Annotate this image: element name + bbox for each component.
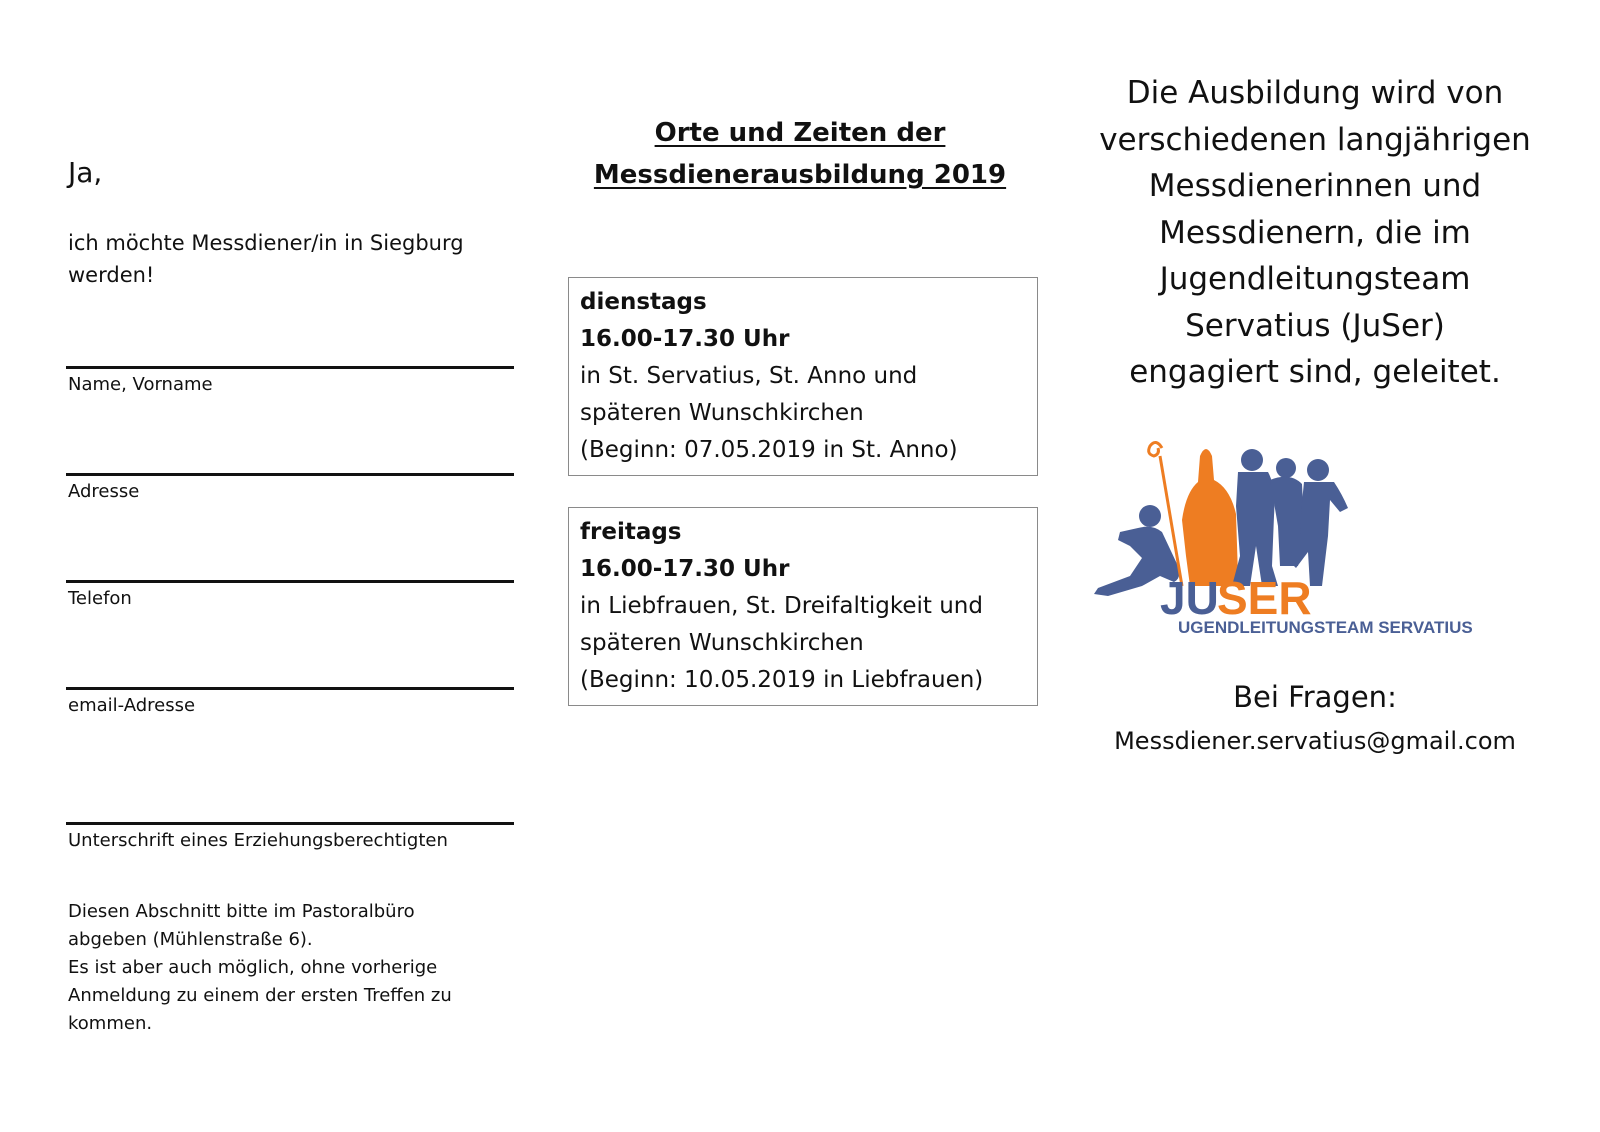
session-time: 16.00-17.30 Uhr bbox=[580, 326, 790, 352]
address-field[interactable] bbox=[66, 473, 514, 502]
info-line: Die Ausbildung wird von bbox=[1126, 75, 1504, 111]
field-label: Adresse bbox=[68, 481, 140, 502]
session-places: späteren Wunschkirchen bbox=[580, 630, 864, 656]
info-line: engagiert sind, geleitet. bbox=[1129, 354, 1501, 390]
signature-line bbox=[66, 473, 514, 476]
email-field[interactable] bbox=[66, 687, 514, 716]
session-box-tuesday bbox=[568, 277, 1038, 476]
signature-line bbox=[66, 366, 514, 369]
phone-field[interactable] bbox=[66, 580, 514, 609]
guardian-signature-field[interactable] bbox=[66, 822, 514, 851]
svg-text:UGENDLEITUNGSTEAM SERVATIUS: UGENDLEITUNGSTEAM SERVATIUS bbox=[1178, 618, 1473, 637]
schedule-title bbox=[560, 112, 1040, 196]
session-start: (Beginn: 07.05.2019 in St. Anno) bbox=[580, 437, 958, 463]
note-line: kommen. bbox=[68, 1013, 153, 1034]
note-line: Diesen Abschnitt bitte im Pastoralbüro bbox=[68, 901, 415, 922]
session-day: dienstags bbox=[580, 289, 707, 315]
title-line: Messdienerausbildung 2019 bbox=[593, 160, 1007, 190]
info-line: Messdienerinnen und bbox=[1148, 168, 1482, 204]
title-line: Orte und Zeiten der bbox=[654, 118, 946, 148]
info-line: verschiedenen langjährigen bbox=[1099, 121, 1531, 158]
session-places: in Liebfrauen, St. Dreifaltigkeit und bbox=[580, 593, 983, 619]
field-label: email-Adresse bbox=[68, 695, 196, 716]
info-line: Jugendleitungsteam bbox=[1159, 261, 1471, 297]
signature-line bbox=[66, 822, 514, 825]
note-line: Es ist aber auch möglich, ohne vorherige bbox=[68, 957, 438, 978]
session-places: in St. Servatius, St. Anno und bbox=[580, 363, 918, 389]
intro-text: ich möchte Messdiener/in in Siegburg werden! bbox=[68, 231, 464, 287]
note-line: Anmeldung zu einem der ersten Treffen zu bbox=[68, 985, 452, 1006]
field-label: Unterschrift eines Erziehungsberechtigten bbox=[68, 830, 448, 851]
session-box-friday bbox=[568, 507, 1038, 706]
info-line: Servatius (JuSer) bbox=[1185, 307, 1445, 344]
info-text bbox=[1080, 70, 1550, 396]
contact-email-link[interactable]: Messdiener.servatius@gmail.com bbox=[1114, 727, 1516, 755]
svg-text:JU: JU bbox=[1160, 572, 1219, 624]
svg-text:SER: SER bbox=[1217, 572, 1312, 624]
juser-silhouettes-icon bbox=[1090, 436, 1550, 651]
signature-line bbox=[66, 687, 514, 690]
greeting: Ja, bbox=[68, 156, 103, 189]
signature-line bbox=[66, 580, 514, 583]
contact-heading: Bei Fragen: bbox=[1233, 680, 1397, 714]
field-label: Telefon bbox=[68, 588, 132, 609]
session-day: freitags bbox=[580, 519, 682, 545]
name-field[interactable] bbox=[66, 366, 514, 395]
info-line: Messdienern, die im bbox=[1159, 214, 1471, 251]
submission-note bbox=[68, 898, 538, 1038]
session-start: (Beginn: 10.05.2019 in Liebfrauen) bbox=[580, 667, 984, 693]
juser-logo bbox=[1090, 436, 1550, 651]
session-places: späteren Wunschkirchen bbox=[580, 400, 864, 426]
field-label: Name, Vorname bbox=[68, 374, 213, 395]
session-time: 16.00-17.30 Uhr bbox=[580, 556, 790, 582]
note-line: abgeben (Mühlenstraße 6). bbox=[68, 929, 313, 950]
